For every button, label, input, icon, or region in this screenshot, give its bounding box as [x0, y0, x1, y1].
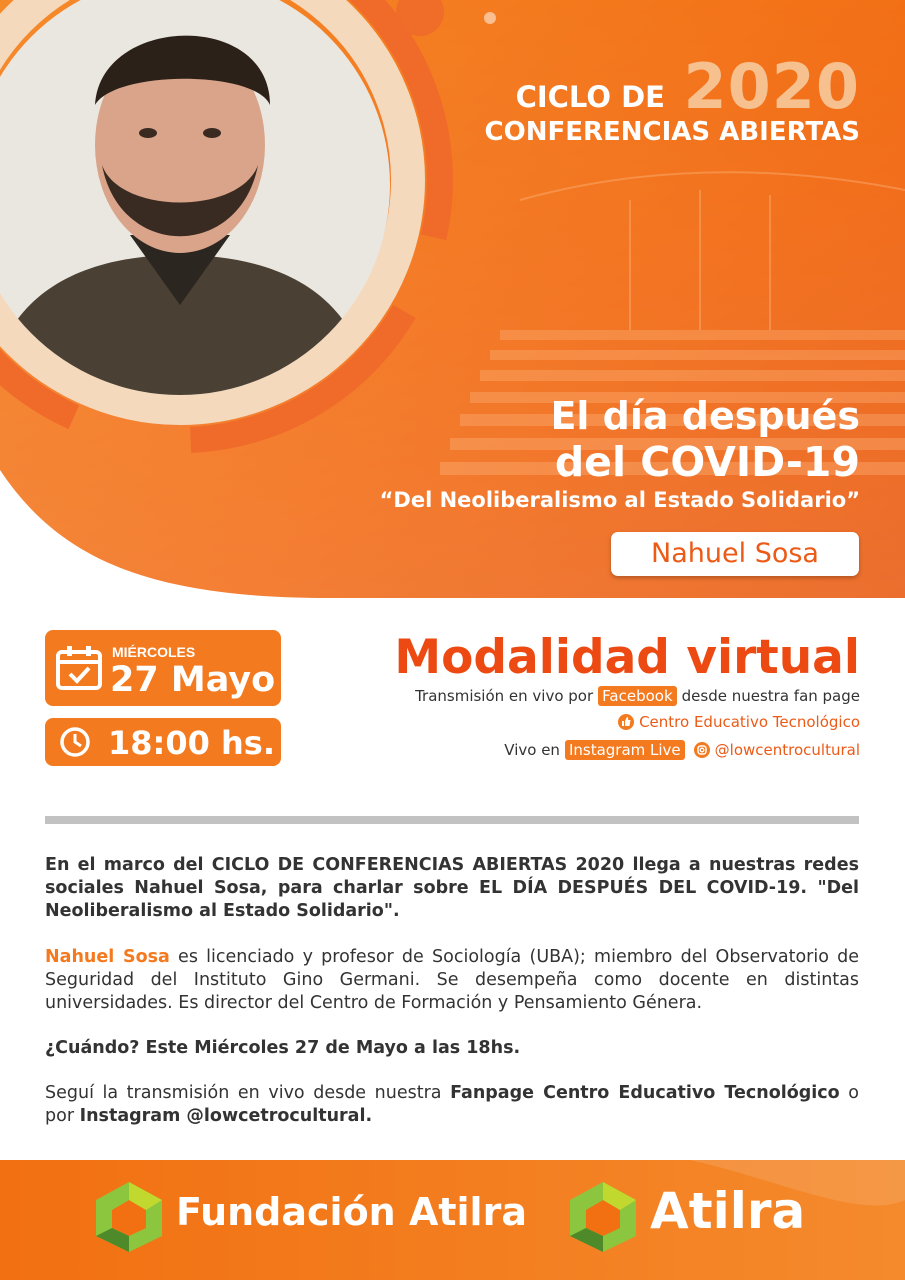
cycle-title-line2: CONFERENCIAS ABIERTAS — [484, 117, 860, 147]
facebook-tag[interactable]: Facebook — [598, 686, 676, 706]
hero-banner — [0, 0, 905, 598]
follow-instagram: Instagram @lowcetrocultural. — [79, 1106, 373, 1126]
fanpage-name[interactable]: Centro Educativo Tecnológico — [639, 713, 860, 731]
speaker-name-badge: Nahuel Sosa — [611, 532, 859, 576]
cycle-title-line1: CICLO DE — [515, 80, 665, 114]
follow-text-c: o por — [45, 1083, 859, 1126]
instagram-handle[interactable]: @lowcentrocultural — [714, 741, 860, 759]
instagram-icon — [694, 742, 710, 758]
bio-speaker-name: Nahuel Sosa — [45, 947, 170, 967]
clock-icon — [59, 726, 91, 758]
calendar-icon — [55, 644, 103, 692]
bio-text: es licenciado y profesor de Sociología (UBA); miembro del Observatorio de Seguridad del Instituto Gino Germani. Se desempeña como docente en distintas universidades. Es director del Centro de Formación y Pensamiento Génera. — [45, 947, 860, 1013]
date-weekday: MIÉRCOLES — [112, 644, 196, 660]
section-divider — [45, 816, 859, 824]
talk-title-line2: del COVID-19 — [554, 438, 860, 486]
talk-subtitle: “Del Neoliberalismo al Estado Solidario” — [379, 488, 860, 512]
fundacion-atilra-logo-icon — [92, 1180, 166, 1254]
instagram-line — [504, 740, 860, 760]
atilra-logo-icon — [566, 1180, 640, 1254]
stream-text-before: Transmisión en vivo por — [415, 687, 594, 705]
cycle-year: 2020 — [683, 50, 860, 123]
event-time: 18:00 hs. — [108, 724, 275, 762]
when-paragraph: ¿Cuándo? Este Miércoles 27 de Mayo a las 18hs. — [45, 1038, 521, 1058]
atilra-name: Atilra — [650, 1182, 806, 1240]
thumbs-up-icon — [618, 714, 634, 730]
follow-paragraph — [45, 1082, 859, 1128]
instagram-live-tag[interactable]: Instagram Live — [565, 740, 685, 760]
follow-fanpage: Fanpage Centro Educativo Tecnológico — [450, 1083, 840, 1103]
bio-paragraph — [45, 946, 859, 1015]
fanpage-line — [618, 713, 860, 731]
stream-text-after: desde nuestra fan page — [681, 687, 860, 705]
talk-title-line1: El día después — [550, 394, 860, 438]
modality-title: Modalidad virtual — [394, 630, 860, 685]
intro-paragraph: En el marco del CICLO DE CONFERENCIAS ABIERTAS 2020 llega a nuestras redes sociales Nahuel Sosa, para charlar sobre EL DÍA DESPUÉS DEL COVID-19. "Del Neoliberalismo al Estado Solidario". — [45, 855, 859, 921]
footer-bar — [0, 1160, 905, 1280]
follow-text-a: Seguí la transmisión en vivo desde nuestra — [45, 1083, 451, 1103]
instagram-text-before: Vivo en — [504, 741, 560, 759]
date-day: 27 Mayo — [110, 660, 276, 700]
stream-facebook-line — [415, 686, 860, 706]
fundacion-atilra-name: Fundación Atilra — [176, 1190, 527, 1234]
